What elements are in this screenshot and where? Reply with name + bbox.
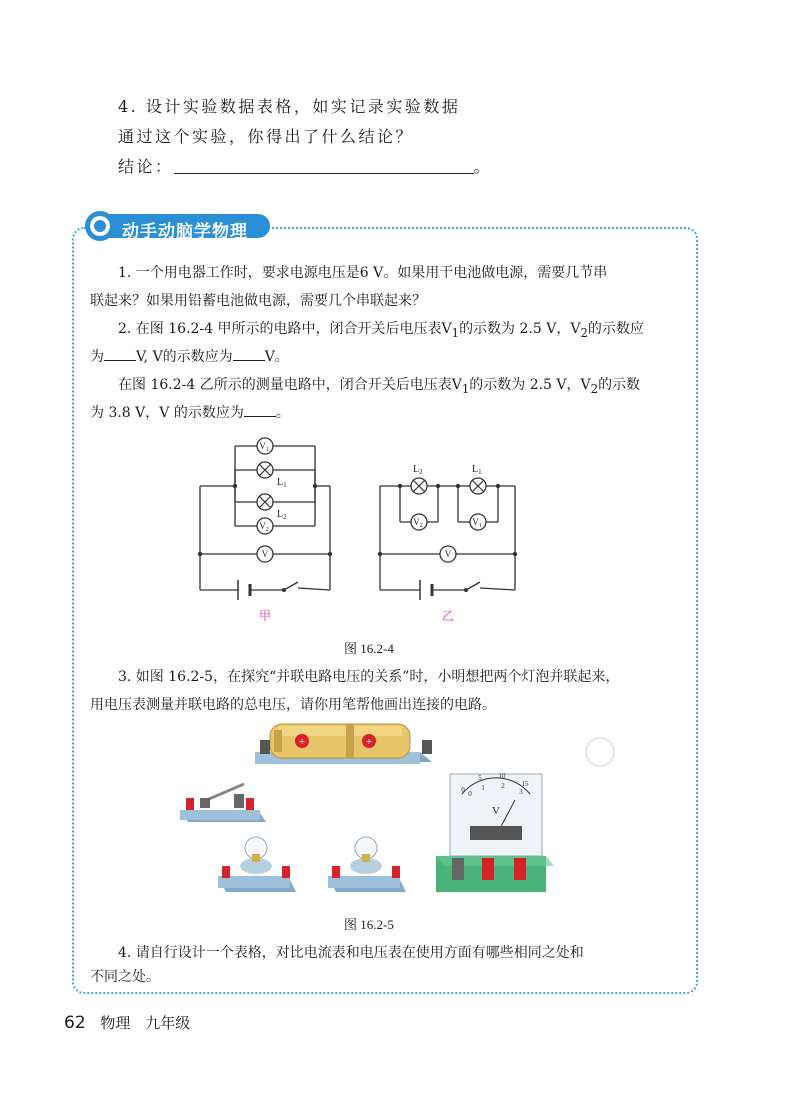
q2-text-d2: 。 bbox=[275, 405, 290, 421]
page-number: 62 bbox=[64, 1013, 86, 1033]
q1-line2: 联起来？如果用铅蓄电池做电源，需要几个串联起来？ bbox=[90, 293, 426, 309]
scale-inner-2: 2 bbox=[501, 782, 505, 790]
figure-16-2-4 bbox=[180, 430, 540, 630]
q1-line1: 1. 一个用电器工作时，要求电源电压是6 V。如果用干电池做电源，需要几节串 bbox=[118, 265, 608, 281]
meter-v-yi: V bbox=[444, 549, 452, 559]
conclusion-label: 结论： bbox=[118, 157, 174, 176]
svg-text:+: + bbox=[365, 736, 373, 748]
q2-text-a2: 的示数为 2.5 V，V bbox=[459, 321, 581, 337]
question-4-prompt: 通过这个实验，你得出了什么结论？ bbox=[118, 127, 415, 146]
scale-5: 5 bbox=[478, 774, 482, 782]
lamp-icon bbox=[328, 837, 406, 892]
footer-subject: 物理 bbox=[100, 1014, 131, 1032]
footer-grade: 九年级 bbox=[145, 1014, 191, 1032]
question-4-title: 4. 设计实验数据表格，如实记录实验数据 bbox=[118, 97, 461, 116]
q2-line1 bbox=[118, 318, 644, 344]
scale-inner-1: 1 bbox=[481, 784, 485, 792]
voltmeter-icon bbox=[436, 774, 554, 892]
q2-text-c1: 在图 16.2-4 乙所示的测量电路中，闭合开关后电压表V bbox=[118, 377, 462, 393]
scale-0: 0 bbox=[461, 786, 465, 794]
q2-sub-c1: 1 bbox=[461, 381, 470, 396]
conclusion-period: 。 bbox=[473, 157, 493, 176]
figure-4-caption: 图 16.2-4 bbox=[344, 641, 394, 656]
meter-v-jia: V bbox=[261, 549, 269, 559]
q2-blank-3[interactable] bbox=[244, 404, 276, 417]
meter-v2-jia: $V_2$ bbox=[259, 521, 269, 533]
section-title: 动手动脑学物理 bbox=[122, 222, 248, 242]
q3-line1: 3. 如图 16.2-5，在探究“并联电路电压的关系”时，小明想把两个灯泡并联起来， bbox=[118, 669, 620, 685]
q2-text-b2: V, V的示数应为 bbox=[136, 349, 233, 365]
scale-15: 15 bbox=[521, 780, 529, 788]
q2-text-d1: 为 3.8 V，V 的示数应为 bbox=[90, 405, 244, 421]
battery-holder-icon bbox=[255, 724, 432, 764]
target-icon bbox=[84, 210, 118, 242]
q2-line3 bbox=[118, 374, 640, 400]
q4-line1: 4. 请自行设计一个表格，对比电流表和电压表在使用方面有哪些相同之处和 bbox=[118, 945, 584, 961]
q2-blank-1[interactable] bbox=[104, 348, 136, 361]
q4-line2: 不同之处。 bbox=[90, 969, 160, 985]
q2-sub-a1: 1 bbox=[451, 325, 460, 340]
scale-inner-3: 3 bbox=[519, 788, 523, 796]
voltmeter-unit: V bbox=[492, 805, 500, 817]
q2-text-c2: 的示数为 2.5 V，V bbox=[469, 377, 591, 393]
conclusion-blank[interactable] bbox=[174, 157, 474, 174]
q2-text-b3: V。 bbox=[264, 349, 289, 365]
scale-inner-0: 0 bbox=[468, 790, 472, 798]
q2-line2 bbox=[90, 346, 289, 368]
switch-icon bbox=[180, 784, 266, 822]
q2-line4 bbox=[90, 402, 290, 424]
scale-10: 10 bbox=[498, 772, 506, 780]
meter-v1-jia: $V_1$ bbox=[259, 441, 269, 453]
figure-5-caption: 图 16.2-5 bbox=[344, 917, 394, 932]
q2-sub-a2: 2 bbox=[580, 325, 588, 340]
q3-line2: 用电压表测量并联电路的总电压，请你用笔帮他画出连接的电路。 bbox=[90, 697, 496, 713]
q2-sub-c2: 2 bbox=[590, 381, 599, 396]
lamp-l2-yi: $L_2$ bbox=[413, 464, 423, 476]
conclusion-line bbox=[118, 152, 492, 182]
svg-text:+: + bbox=[298, 736, 306, 748]
meter-v1-yi: $V_1$ bbox=[472, 517, 482, 529]
figure-16-2-5 bbox=[170, 716, 620, 910]
page-footer bbox=[64, 1012, 190, 1033]
lamp-l2-jia: $L_2$ bbox=[277, 509, 287, 521]
lamp-icon bbox=[218, 837, 296, 892]
label-yi: 乙 bbox=[441, 609, 455, 623]
lamp-l1-jia: $L_1$ bbox=[277, 477, 287, 489]
q2-blank-2[interactable] bbox=[233, 348, 265, 361]
label-jia: 甲 bbox=[258, 609, 272, 623]
meter-v2-yi: $V_2$ bbox=[413, 517, 423, 529]
lamp-l1-yi: $L_1$ bbox=[472, 464, 482, 476]
q2-text-c3: 的示数 bbox=[598, 377, 641, 393]
q2-text-a3: 的示数应 bbox=[587, 321, 644, 337]
q2-text-b1: 为 bbox=[90, 349, 104, 365]
q2-text-a1: 2. 在图 16.2-4 甲所示的电路中，闭合开关后电压表V bbox=[118, 321, 452, 337]
